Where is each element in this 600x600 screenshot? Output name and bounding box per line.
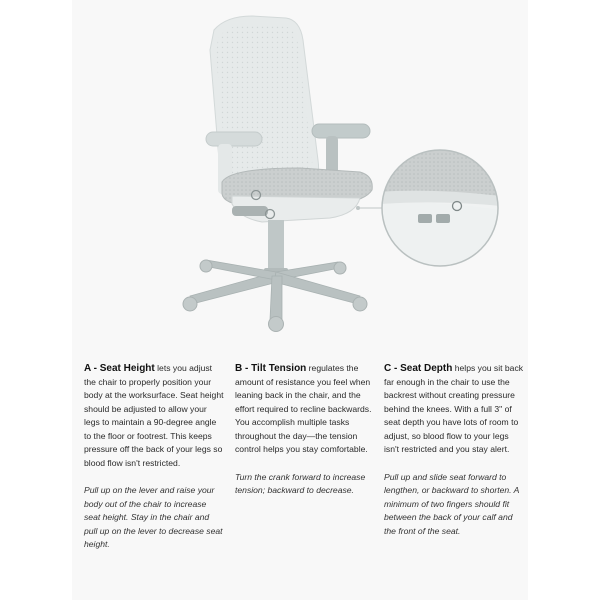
section-body: helps you sit back far enough in the chair to use the backrest without creating pressure behind the knees. With a full 3" of seat depth you have lots of room to adjust, so blood flow to your legs isn't restricted and you stay alert. [384,363,524,454]
section-note: Turn the crank forward to increase tension; backward to decrease. [235,471,366,495]
section-note: Pull up and slide seat forward to lengthen, or backward to shorten. A minimum of two fingers should fit between the back of your calf and the front of the seat. [384,471,520,536]
seat [222,168,372,222]
section-heading: C - Seat Depth [384,363,453,374]
gas-cylinder [268,220,284,274]
section-tilt-tension [235,362,375,498]
section-seat-depth [384,362,526,538]
section-note: Pull up on the lever and raise your body out of the chair to increase seat height. Stay in the chair and pull up on the lever to decrease seat height. [84,485,223,549]
section-body: lets you adjust the chair to properly position your body at the worksurface. Seat height should be adjusted to allow your legs to maintain a 90-degree angle to the floor or footrest. This keeps pressure off the back of your legs so blood flow isn't restricted. [84,363,224,468]
seat-depth-zoom-inset [380,150,500,272]
section-body: regulates the amount of resistance you feel when leaning back in the chair, and the effort required to recline backwards. You accomplish multiple tasks throughout the day—the tension control helps you stay comfortable. [235,363,372,454]
section-heading: A - Seat Height [84,363,155,374]
section-seat-height [84,362,224,552]
instruction-columns [84,362,524,598]
right-armrest [312,124,370,174]
section-heading: B - Tilt Tension [235,363,307,374]
